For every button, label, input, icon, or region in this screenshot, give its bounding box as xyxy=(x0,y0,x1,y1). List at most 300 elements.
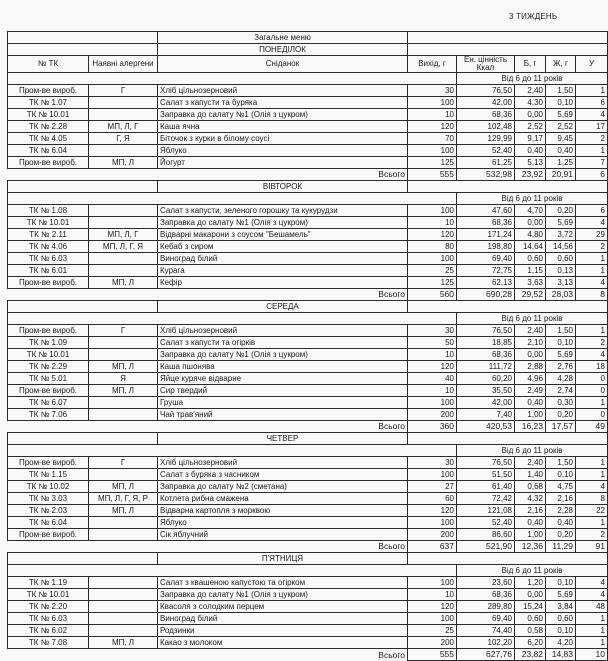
tk-cell: ТК № 10.02 xyxy=(8,481,89,493)
fat-cell: 0,20 xyxy=(546,529,576,541)
table-row xyxy=(8,109,608,121)
protein-cell: 5,13 xyxy=(515,157,546,169)
carbs-cell: 1 xyxy=(576,325,608,337)
dish-cell: Родзинки xyxy=(158,625,408,637)
table-row xyxy=(8,325,608,337)
energy-cell: 289,80 xyxy=(457,601,515,613)
tk-cell: Пром-ве вироб. xyxy=(8,277,89,289)
allergens-cell xyxy=(89,397,158,409)
table-row xyxy=(8,97,608,109)
allergens-cell: МП, Л xyxy=(89,277,158,289)
dish-cell: Яйце куряче відварне xyxy=(158,373,408,385)
total-energy: 627,76 xyxy=(457,649,515,661)
fat-cell: 4,20 xyxy=(546,637,576,649)
dish-cell: Салат з капусти та буряка xyxy=(158,97,408,109)
tk-cell: ТК № 6.04 xyxy=(8,145,89,157)
dish-cell: Кебаб з сиром xyxy=(158,241,408,253)
table-row xyxy=(8,85,608,97)
output-cell: 200 xyxy=(408,637,457,649)
blank-cell xyxy=(408,181,608,193)
dish-cell: Заправка до салату №1 (Олія з цукром) xyxy=(158,109,408,121)
fat-cell: 0,10 xyxy=(546,469,576,481)
carbs-cell: 22 xyxy=(576,505,608,517)
total-label: Всього xyxy=(8,289,408,301)
output-cell: 27 xyxy=(408,481,457,493)
tk-cell: ТК № 2.29 xyxy=(8,361,89,373)
age-label: Від 6 до 11 років xyxy=(457,73,608,85)
protein-cell: 0,60 xyxy=(515,613,546,625)
table-row xyxy=(8,469,608,481)
energy-cell: 61,40 xyxy=(457,481,515,493)
table-row xyxy=(8,373,608,385)
fat-cell: 5,69 xyxy=(546,349,576,361)
fat-cell: 1,25 xyxy=(546,157,576,169)
output-cell: 100 xyxy=(408,205,457,217)
allergens-cell: Г, Я xyxy=(89,133,158,145)
fat-cell: 4,28 xyxy=(546,373,576,385)
allergens-cell: МП, Л xyxy=(89,385,158,397)
protein-cell: 2,49 xyxy=(515,385,546,397)
table-row xyxy=(8,337,608,349)
allergens-cell: МП, Л, Г xyxy=(89,121,158,133)
dish-cell: Виноград білий xyxy=(158,613,408,625)
allergens-cell: МП, Л, Г, Я xyxy=(89,241,158,253)
blank-cell xyxy=(8,301,158,313)
fat-cell: 1,50 xyxy=(546,325,576,337)
energy-cell: 86,60 xyxy=(457,529,515,541)
table-row xyxy=(8,349,608,361)
output-cell: 125 xyxy=(408,277,457,289)
protein-cell: 9,17 xyxy=(515,133,546,145)
protein-cell: 1,20 xyxy=(515,577,546,589)
age-row xyxy=(8,445,608,457)
output-cell: 100 xyxy=(408,613,457,625)
protein-cell: 3,63 xyxy=(515,277,546,289)
total-energy: 690,28 xyxy=(457,289,515,301)
age-row xyxy=(8,193,608,205)
fat-cell: 0,20 xyxy=(546,205,576,217)
protein-cell: 14,64 xyxy=(515,241,546,253)
table-row xyxy=(8,157,608,169)
blank-cell xyxy=(8,445,457,457)
output-cell: 120 xyxy=(408,505,457,517)
age-row xyxy=(8,313,608,325)
menu-body xyxy=(8,32,608,661)
menu-table xyxy=(7,31,608,661)
energy-cell: 42,00 xyxy=(457,397,515,409)
carbs-cell: 1 xyxy=(576,85,608,97)
table-row xyxy=(8,277,608,289)
total-output: 560 xyxy=(408,289,457,301)
energy-cell: 61,25 xyxy=(457,157,515,169)
fat-cell: 0,30 xyxy=(546,397,576,409)
table-row xyxy=(8,385,608,397)
blank-cell xyxy=(8,433,158,445)
blank-cell xyxy=(8,553,158,565)
total-energy: 521,90 xyxy=(457,541,515,553)
allergens-cell: МП, Л xyxy=(89,481,158,493)
allergens-cell xyxy=(89,109,158,121)
tk-cell: Пром-ве вироб. xyxy=(8,85,89,97)
protein-cell: 2,40 xyxy=(515,457,546,469)
fat-cell: 2,74 xyxy=(546,385,576,397)
fat-cell: 5,69 xyxy=(546,109,576,121)
day-header-row xyxy=(8,44,608,56)
fat-cell: 3,13 xyxy=(546,277,576,289)
output-cell: 120 xyxy=(408,229,457,241)
tk-cell: ТК № 2.03 xyxy=(8,505,89,517)
tk-cell: Пром-ве вироб. xyxy=(8,529,89,541)
table-row xyxy=(8,361,608,373)
tk-cell: ТК № 1.07 xyxy=(8,97,89,109)
total-carbs: 49 xyxy=(576,421,608,433)
output-cell: 120 xyxy=(408,601,457,613)
total-energy: 532,98 xyxy=(457,169,515,181)
age-label: Від 6 до 11 років xyxy=(457,313,608,325)
total-protein: 23,82 xyxy=(515,649,546,661)
dish-cell: Яблуко xyxy=(158,145,408,157)
protein-cell: 6,20 xyxy=(515,637,546,649)
carbs-cell: 4 xyxy=(576,349,608,361)
carbs-cell: 1 xyxy=(576,265,608,277)
total-carbs: 6 xyxy=(576,169,608,181)
energy-cell: 72,75 xyxy=(457,265,515,277)
fat-cell: 0,10 xyxy=(546,337,576,349)
energy-cell: 7,40 xyxy=(457,409,515,421)
energy-cell: 68,36 xyxy=(457,109,515,121)
output-cell: 100 xyxy=(408,397,457,409)
dish-cell: Відварна картопля з морквою xyxy=(158,505,408,517)
energy-cell: 121,08 xyxy=(457,505,515,517)
protein-cell: 2,40 xyxy=(515,85,546,97)
total-protein: 23,92 xyxy=(515,169,546,181)
dish-cell: Квасоля з солодким перцем xyxy=(158,601,408,613)
table-row xyxy=(8,457,608,469)
table-row xyxy=(8,505,608,517)
dish-cell: Каша пшонява xyxy=(158,361,408,373)
allergens-cell xyxy=(89,529,158,541)
allergens-cell xyxy=(89,409,158,421)
fat-cell: 2,76 xyxy=(546,361,576,373)
protein-cell: 0,40 xyxy=(515,397,546,409)
fat-cell: 1,50 xyxy=(546,457,576,469)
carbs-cell: 1 xyxy=(576,397,608,409)
energy-cell: 72,42 xyxy=(457,493,515,505)
table-row xyxy=(8,493,608,505)
energy-cell: 47,60 xyxy=(457,205,515,217)
carbs-cell: 0 xyxy=(576,409,608,421)
fat-cell: 4,75 xyxy=(546,481,576,493)
fat-cell: 0,10 xyxy=(546,97,576,109)
allergens-cell xyxy=(89,613,158,625)
total-fat: 17,57 xyxy=(546,421,576,433)
carbs-cell: 6 xyxy=(576,205,608,217)
dish-cell: Какао з молоком xyxy=(158,637,408,649)
dish-cell: Хліб цільнозерновий xyxy=(158,325,408,337)
carbs-cell: 29 xyxy=(576,229,608,241)
energy-cell: 69,40 xyxy=(457,253,515,265)
dish-cell: Заправка до салату №2 (сметана) xyxy=(158,481,408,493)
total-row xyxy=(8,289,608,301)
tk-cell: ТК № 10.01 xyxy=(8,109,89,121)
tk-cell: ТК № 7.08 xyxy=(8,637,89,649)
table-row xyxy=(8,613,608,625)
allergens-cell: Я xyxy=(89,373,158,385)
carbs-cell: 17 xyxy=(576,121,608,133)
output-cell: 200 xyxy=(408,409,457,421)
table-row xyxy=(8,241,608,253)
fat-cell: 0,40 xyxy=(546,145,576,157)
carbs-cell: 48 xyxy=(576,601,608,613)
output-cell: 30 xyxy=(408,325,457,337)
tk-cell: ТК № 6.07 xyxy=(8,397,89,409)
day-name: СЕРЕДА xyxy=(158,301,408,313)
dish-cell: Відварні макарони з соусом "Бешамель" xyxy=(158,229,408,241)
dish-cell: Сік яблучний xyxy=(158,529,408,541)
total-row xyxy=(8,421,608,433)
energy-cell: 23,60 xyxy=(457,577,515,589)
allergens-cell xyxy=(89,145,158,157)
output-cell: 25 xyxy=(408,625,457,637)
table-row xyxy=(8,229,608,241)
blank-cell xyxy=(408,301,608,313)
carbs-cell: 0 xyxy=(576,373,608,385)
week-label: 3 ТИЖДЕНЬ xyxy=(509,12,558,21)
fat-cell: 9,45 xyxy=(546,133,576,145)
dish-cell: Хліб цільнозерновий xyxy=(158,85,408,97)
output-cell: 40 xyxy=(408,373,457,385)
dish-cell: Заправка до салату №1 (Олія з цукром) xyxy=(158,217,408,229)
day-name: ПОНЕДІЛОК xyxy=(158,44,408,56)
column-header-tk: № ТК xyxy=(8,56,89,73)
output-cell: 100 xyxy=(408,469,457,481)
allergens-cell xyxy=(89,517,158,529)
total-fat: 14,83 xyxy=(546,649,576,661)
tk-cell: ТК № 10.01 xyxy=(8,217,89,229)
age-row xyxy=(8,73,608,85)
total-output: 555 xyxy=(408,169,457,181)
total-label: Всього xyxy=(8,421,408,433)
dish-cell: Салат з буряка з часником xyxy=(158,469,408,481)
tk-cell: ТК № 2.20 xyxy=(8,601,89,613)
allergens-cell xyxy=(89,337,158,349)
total-label: Всього xyxy=(8,169,408,181)
energy-cell: 60,20 xyxy=(457,373,515,385)
table-row xyxy=(8,625,608,637)
allergens-cell xyxy=(89,469,158,481)
protein-cell: 0,40 xyxy=(515,145,546,157)
energy-cell: 102,20 xyxy=(457,637,515,649)
carbs-cell: 2 xyxy=(576,337,608,349)
output-cell: 80 xyxy=(408,241,457,253)
protein-cell: 1,15 xyxy=(515,265,546,277)
fat-cell: 5,69 xyxy=(546,217,576,229)
energy-cell: 102,48 xyxy=(457,121,515,133)
age-label: Від 6 до 11 років xyxy=(457,565,608,577)
blank-cell xyxy=(8,193,457,205)
table-row xyxy=(8,529,608,541)
total-protein: 29,52 xyxy=(515,289,546,301)
total-output: 360 xyxy=(408,421,457,433)
allergens-cell: МП, Л xyxy=(89,637,158,649)
blank-cell xyxy=(8,73,457,85)
dish-cell: Груша xyxy=(158,397,408,409)
allergens-cell: Г xyxy=(89,85,158,97)
output-cell: 10 xyxy=(408,589,457,601)
table-row xyxy=(8,217,608,229)
fat-cell: 1,50 xyxy=(546,85,576,97)
allergens-cell: МП, Л xyxy=(89,505,158,517)
dish-cell: Салат з квашеною капустою та огірком xyxy=(158,577,408,589)
protein-cell: 4,96 xyxy=(515,373,546,385)
table-row xyxy=(8,517,608,529)
output-cell: 125 xyxy=(408,157,457,169)
blank-cell xyxy=(8,44,158,56)
output-cell: 120 xyxy=(408,361,457,373)
protein-cell: 4,80 xyxy=(515,229,546,241)
fat-cell: 2,52 xyxy=(546,121,576,133)
carbs-cell: 1 xyxy=(576,469,608,481)
protein-cell: 4,32 xyxy=(515,493,546,505)
carbs-cell: 2 xyxy=(576,529,608,541)
tk-cell: ТК № 2.11 xyxy=(8,229,89,241)
carbs-cell: 4 xyxy=(576,481,608,493)
output-cell: 10 xyxy=(408,109,457,121)
tk-cell: ТК № 2.28 xyxy=(8,121,89,133)
table-row xyxy=(8,481,608,493)
energy-cell: 111,72 xyxy=(457,361,515,373)
protein-cell: 2,52 xyxy=(515,121,546,133)
day-name: П'ЯТНИЦЯ xyxy=(158,553,408,565)
allergens-cell: МП, Л xyxy=(89,157,158,169)
carbs-cell: 6 xyxy=(576,97,608,109)
total-output: 637 xyxy=(408,541,457,553)
energy-cell: 62,13 xyxy=(457,277,515,289)
energy-cell: 52,40 xyxy=(457,517,515,529)
energy-cell: 171,24 xyxy=(457,229,515,241)
total-row xyxy=(8,169,608,181)
age-label: Від 6 до 11 років xyxy=(457,445,608,457)
protein-cell: 0,00 xyxy=(515,217,546,229)
day-header-row xyxy=(8,433,608,445)
dish-cell: Кефір xyxy=(158,277,408,289)
day-header-row xyxy=(8,181,608,193)
tk-cell: ТК № 3.03 xyxy=(8,493,89,505)
output-cell: 60 xyxy=(408,493,457,505)
table-row xyxy=(8,253,608,265)
column-header-output: Вихід, г xyxy=(408,56,457,73)
fat-cell: 0,20 xyxy=(546,409,576,421)
dish-cell: Виноград білий xyxy=(158,253,408,265)
tk-cell: ТК № 10.01 xyxy=(8,589,89,601)
carbs-cell: 18 xyxy=(576,361,608,373)
output-cell: 10 xyxy=(408,217,457,229)
dish-cell: Йогурт xyxy=(158,157,408,169)
energy-cell: 18,85 xyxy=(457,337,515,349)
column-header-fat: Ж, г xyxy=(546,56,576,73)
blank-cell xyxy=(408,44,608,56)
allergens-cell: МП, Л, Г, Я, Р xyxy=(89,493,158,505)
carbs-cell: 1 xyxy=(576,145,608,157)
dish-cell: Курага xyxy=(158,265,408,277)
day-header-row xyxy=(8,301,608,313)
output-cell: 50 xyxy=(408,337,457,349)
protein-cell: 1,40 xyxy=(515,469,546,481)
energy-cell: 35,50 xyxy=(457,385,515,397)
energy-cell: 76,50 xyxy=(457,457,515,469)
carbs-cell: 7 xyxy=(576,157,608,169)
total-row xyxy=(8,649,608,661)
tk-cell: ТК № 1.19 xyxy=(8,577,89,589)
dish-cell: Чай трав'яний xyxy=(158,409,408,421)
dish-cell: Салат з капусти, зеленого горошку та кукурудзи xyxy=(158,205,408,217)
energy-cell: 76,50 xyxy=(457,85,515,97)
tk-cell: Пром-ве вироб. xyxy=(8,385,89,397)
protein-cell: 0,68 xyxy=(515,481,546,493)
allergens-cell xyxy=(89,265,158,277)
blank-cell xyxy=(408,553,608,565)
energy-cell: 69,40 xyxy=(457,613,515,625)
allergens-cell xyxy=(89,253,158,265)
energy-cell: 68,36 xyxy=(457,589,515,601)
output-cell: 10 xyxy=(408,349,457,361)
tk-cell: ТК № 7.06 xyxy=(8,409,89,421)
carbs-cell: 2 xyxy=(576,241,608,253)
output-cell: 25 xyxy=(408,265,457,277)
carbs-cell: 4 xyxy=(576,109,608,121)
output-cell: 100 xyxy=(408,517,457,529)
total-fat: 11,29 xyxy=(546,541,576,553)
table-row xyxy=(8,601,608,613)
protein-cell: 2,16 xyxy=(515,505,546,517)
output-cell: 100 xyxy=(408,253,457,265)
protein-cell: 2,88 xyxy=(515,361,546,373)
table-row xyxy=(8,265,608,277)
table-row xyxy=(8,577,608,589)
energy-cell: 76,50 xyxy=(457,325,515,337)
tk-cell: ТК № 1.09 xyxy=(8,337,89,349)
protein-cell: 2,10 xyxy=(515,337,546,349)
allergens-cell xyxy=(89,217,158,229)
carbs-cell: 1 xyxy=(576,613,608,625)
fat-cell: 0,10 xyxy=(546,625,576,637)
energy-cell: 52,40 xyxy=(457,145,515,157)
protein-cell: 1,00 xyxy=(515,409,546,421)
allergens-cell: Г xyxy=(89,457,158,469)
fat-cell: 3,84 xyxy=(546,601,576,613)
column-header-allergens: Наявні алергени xyxy=(89,56,158,73)
allergens-cell: МП, Л, Г xyxy=(89,229,158,241)
column-header-dish: Сніданок xyxy=(158,56,408,73)
table-row xyxy=(8,589,608,601)
dish-cell: Хліб цільнозерновий xyxy=(158,457,408,469)
energy-cell: 68,36 xyxy=(457,217,515,229)
age-label: Від 6 до 11 років xyxy=(457,193,608,205)
general-menu-title: Загальне меню xyxy=(158,32,408,44)
carbs-cell: 1 xyxy=(576,457,608,469)
allergens-cell xyxy=(89,589,158,601)
total-fat: 28,03 xyxy=(546,289,576,301)
table-row xyxy=(8,133,608,145)
blank-cell xyxy=(8,565,457,577)
fat-cell: 5,69 xyxy=(546,589,576,601)
protein-cell: 2,40 xyxy=(515,325,546,337)
column-header-carbs: У xyxy=(576,56,608,73)
dish-cell: Яблуко xyxy=(158,517,408,529)
table-row xyxy=(8,205,608,217)
allergens-cell xyxy=(89,577,158,589)
dish-cell: Каша ячна xyxy=(158,121,408,133)
